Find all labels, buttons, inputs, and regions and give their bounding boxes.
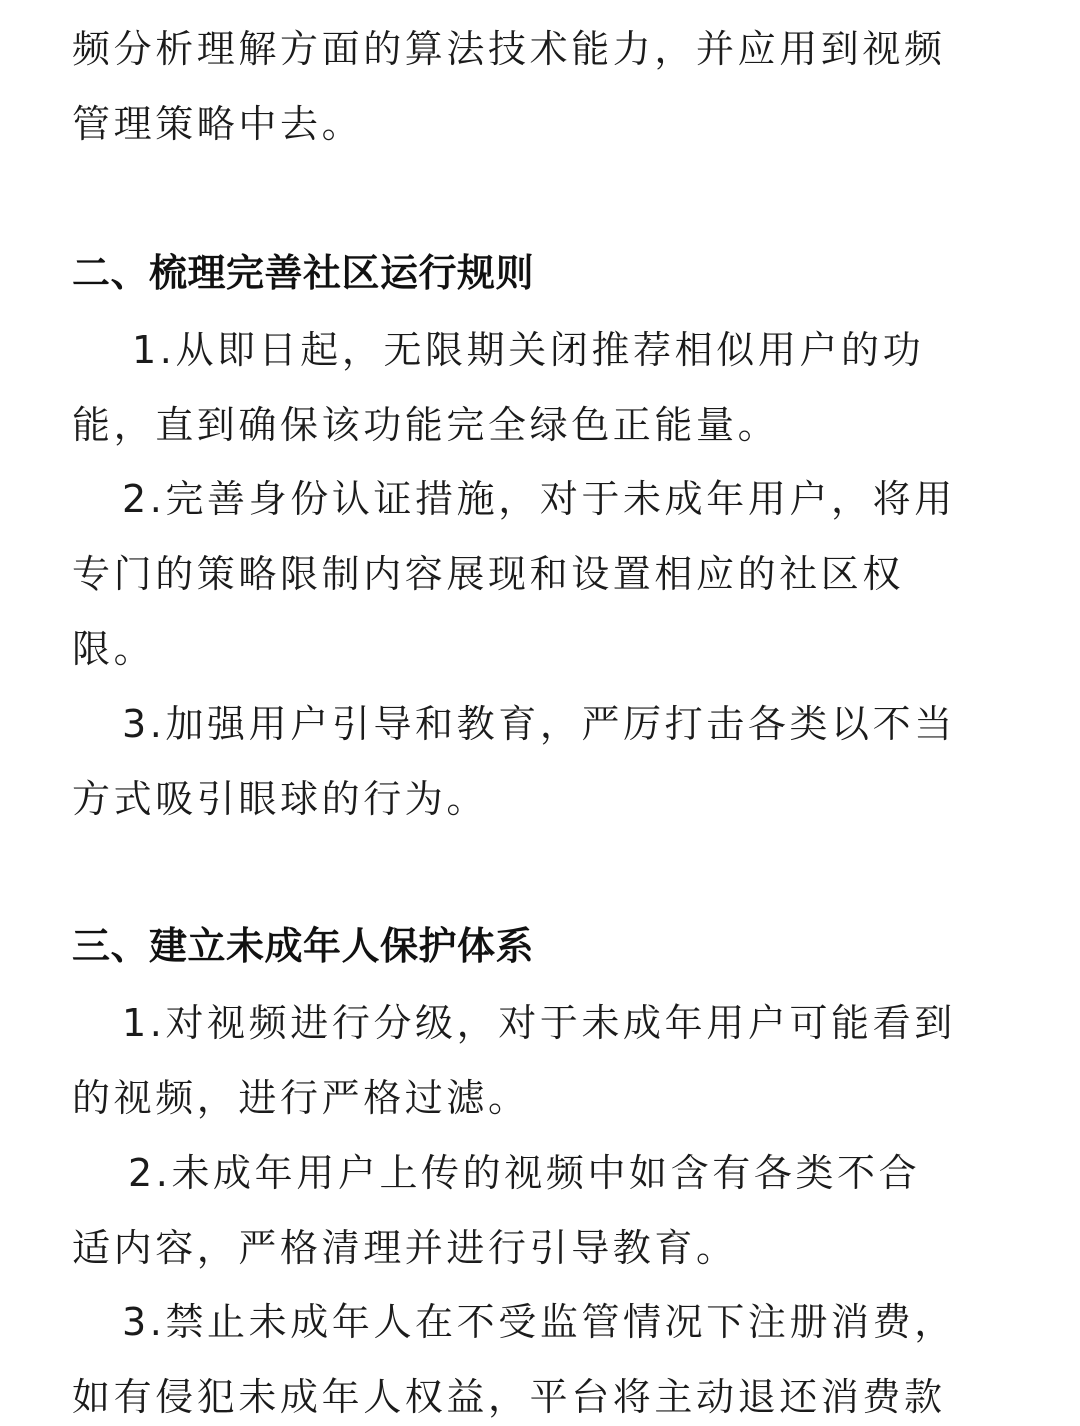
section-3-item-2-line-1: 2.未成年用户上传的视频中如含有各类不合 [128,1151,921,1195]
section-2-item-3-line-2: 方式吸引眼球的行为。 [72,777,489,821]
section-2-item-1-line-1: 1.从即日起，无限期关闭推荐相似用户的功 [132,328,925,372]
section-3-item-3-line-2: 如有侵犯未成年人权益，平台将主动退还消费款 [72,1375,946,1419]
intro-line-2: 管理策略中去。 [72,102,364,146]
intro-line-1: 频分析理解方面的算法技术能力，并应用到视频 [72,27,946,71]
section-2-item-2-line-3: 限。 [72,627,156,671]
section-2-item-2-line-1: 2.完善身份认证措施，对于未成年用户，将用 [122,477,956,521]
section-3-item-1-line-2: 的视频，进行严格过滤。 [72,1076,530,1120]
section-2-heading: 二、梳理完善社区运行规则 [72,251,535,295]
section-3-heading: 三、建立未成年人保护体系 [72,924,535,968]
section-2-item-3-line-1: 3.加强用户引导和教育，严厉打击各类以不当 [122,702,956,746]
section-3-item-2-line-2: 适内容，严格清理并进行引导教育。 [72,1226,738,1270]
section-3-item-3-line-1: 3.禁止未成年人在不受监管情况下注册消费， [122,1300,956,1344]
section-2-item-2-line-2: 专门的策略限制内容展现和设置相应的社区权 [72,552,905,596]
section-2-item-1-line-2: 能，直到确保该功能完全绿色正能量。 [72,403,780,447]
section-3-item-1-line-1: 1.对视频进行分级，对于未成年用户可能看到 [122,1001,956,1045]
